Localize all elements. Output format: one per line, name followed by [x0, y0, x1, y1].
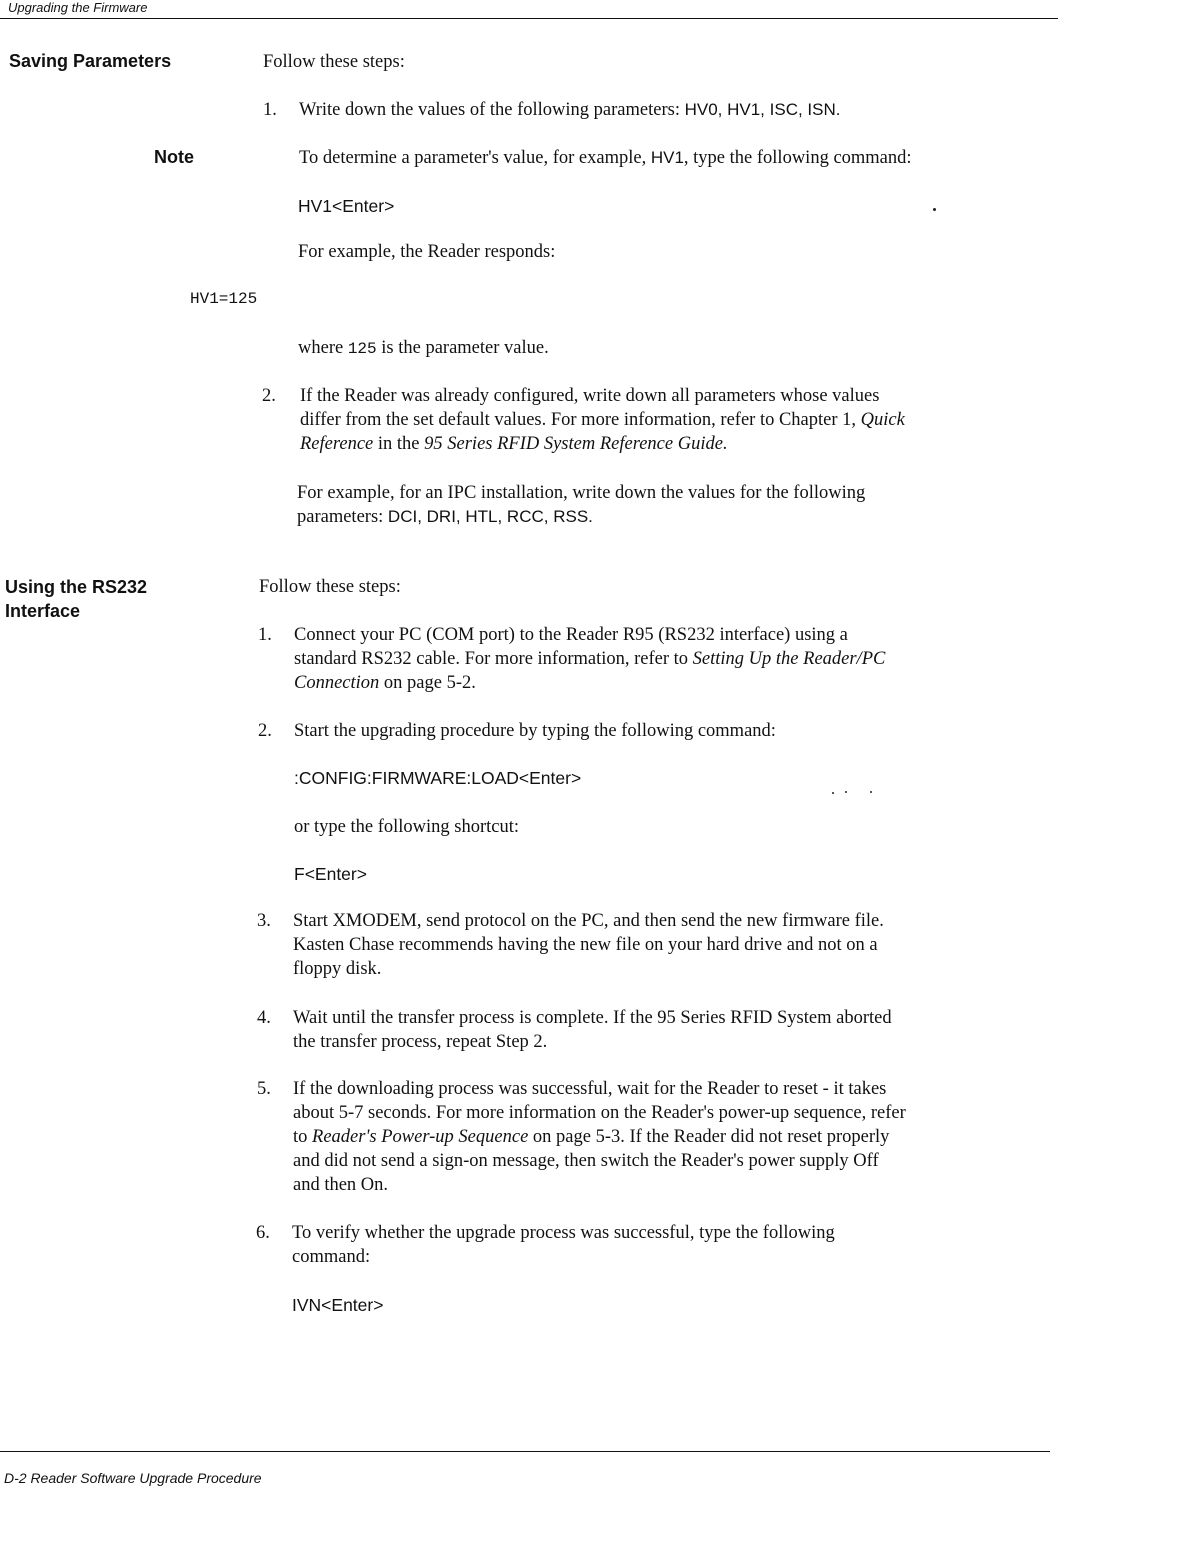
- saving-step2-line2-italic: Quick: [860, 410, 905, 430]
- rs232-step6-line1: To verify whether the upgrade process was successful, type the following: [292, 1223, 835, 1243]
- scan-speck: [832, 792, 834, 794]
- note-text: [299, 146, 912, 171]
- note-response-intro: For example, the Reader responds:: [298, 242, 556, 262]
- saving-step1-number: 1.: [263, 100, 277, 120]
- saving-example-line2: [297, 505, 593, 530]
- rs232-step2-text: Start the upgrading procedure by typing the following command:: [294, 721, 776, 741]
- saving-step2-line2: [300, 408, 905, 433]
- running-header: Upgrading the Firmware: [8, 0, 148, 15]
- note-where: [298, 336, 549, 362]
- rs232-step4-line2: the transfer process, repeat Step 2.: [293, 1032, 548, 1052]
- note-label: Note: [154, 147, 194, 167]
- saving-step2-line2-a: differ from the set default values. For more information, refer to Chapter 1,: [300, 410, 861, 430]
- rs232-step1-line3-b: on page 5-2.: [379, 673, 476, 693]
- note-where-b: is the parameter value.: [376, 338, 549, 358]
- rs232-step2-shortcut: F<Enter>: [294, 864, 367, 884]
- rs232-step3-number: 3.: [257, 911, 271, 931]
- rs232-step3-line1: Start XMODEM, send protocol on the PC, and then send the new firmware file.: [293, 911, 884, 931]
- rs232-step2-command: :CONFIG:FIRMWARE:LOAD<Enter>: [294, 768, 582, 788]
- note-response: HV1=125: [190, 290, 258, 308]
- saving-step2-line3-italic-a: Reference: [300, 434, 374, 454]
- rs232-step5-line4: and did not send a sign-on message, then switch the Reader's power supply Off: [293, 1151, 879, 1171]
- saving-step2-number: 2.: [262, 386, 276, 406]
- rs232-step5-line3: [293, 1125, 889, 1150]
- rs232-step5-line3-b: on page 5-3. If the Reader did not reset properly: [528, 1127, 890, 1147]
- saving-step1-text: [299, 98, 840, 123]
- saving-example-line2-a: parameters:: [297, 507, 388, 527]
- rs232-step5-line1: If the downloading process was successful, wait for the Reader to reset - it takes: [293, 1079, 887, 1099]
- scan-speck: [870, 791, 872, 793]
- rs232-step5-line3-italic: Reader's Power-up Sequence: [312, 1127, 529, 1147]
- rs232-step1-line3-italic: Connection: [294, 673, 380, 693]
- rs232-step6-number: 6.: [256, 1223, 270, 1243]
- rs232-intro: Follow these steps:: [259, 577, 401, 597]
- footer-rule: [0, 1451, 1050, 1452]
- rs232-step2-number: 2.: [258, 721, 272, 741]
- rs232-step3-line2: Kasten Chase recommends having the new file on your hard drive and not on a: [293, 935, 878, 955]
- rs232-step1-number: 1.: [258, 625, 272, 645]
- scan-speck: [933, 208, 936, 211]
- rs232-step1-line3: [294, 671, 476, 696]
- note-text-b: , type the following command:: [683, 148, 912, 168]
- saving-intro: Follow these steps:: [263, 52, 405, 72]
- note-text-a: To determine a parameter's value, for example,: [299, 148, 651, 168]
- rs232-step5-line2: about 5-7 seconds. For more information on the Reader's power-up sequence, refer: [293, 1103, 906, 1123]
- rs232-step4-line1: Wait until the transfer process is complete. If the 95 Series RFID System aborted: [293, 1008, 892, 1028]
- saving-step1-params: HV0, HV1, ISC, ISN.: [684, 100, 841, 119]
- rs232-step5-number: 5.: [257, 1079, 271, 1099]
- rs232-step6-command: IVN<Enter>: [292, 1295, 384, 1315]
- note-where-a: where: [298, 338, 348, 358]
- saving-step2-line1: If the Reader was already configured, write down all parameters whose values: [300, 386, 880, 406]
- saving-example-params: DCI, DRI, HTL, RCC, RSS.: [387, 507, 593, 526]
- saving-step2-line3-b: in the: [373, 434, 425, 454]
- saving-step2-line3: [300, 432, 728, 457]
- scan-speck: [845, 791, 847, 793]
- rs232-step3-line3: floppy disk.: [293, 959, 382, 979]
- saving-step1-text-a: Write down the values of the following parameters:: [299, 100, 685, 120]
- saving-step2-line3-italic-b: 95 Series RFID System Reference Guide.: [424, 434, 728, 454]
- rs232-step5-line3-a: to: [293, 1127, 313, 1147]
- saving-example-line1: For example, for an IPC installation, write down the values for the following: [297, 483, 866, 503]
- rs232-step5-line5: and then On.: [293, 1175, 389, 1195]
- note-command: HV1<Enter>: [298, 196, 395, 216]
- rs232-step1-line2: [294, 647, 885, 672]
- rs232-step1-line2-italic: Setting Up the Reader/PC: [692, 649, 886, 669]
- note-param: HV1: [650, 148, 684, 167]
- running-footer: D-2 Reader Software Upgrade Procedure: [4, 1470, 262, 1486]
- rs232-step1-line1: Connect your PC (COM port) to the Reader R95 (RS232 interface) using a: [294, 625, 848, 645]
- rs232-step4-number: 4.: [257, 1008, 271, 1028]
- section-heading-saving-parameters: Saving Parameters: [9, 51, 172, 71]
- rs232-step6-line2: command:: [292, 1247, 371, 1267]
- section-heading-rs232-line2: Interface: [5, 601, 81, 621]
- rs232-step2-or: or type the following shortcut:: [294, 817, 520, 837]
- header-rule: [0, 18, 1058, 19]
- note-where-value: 125: [347, 340, 377, 358]
- section-heading-rs232-line1: Using the RS232: [5, 577, 148, 597]
- rs232-step1-line2-a: standard RS232 cable. For more information, refer to: [294, 649, 693, 669]
